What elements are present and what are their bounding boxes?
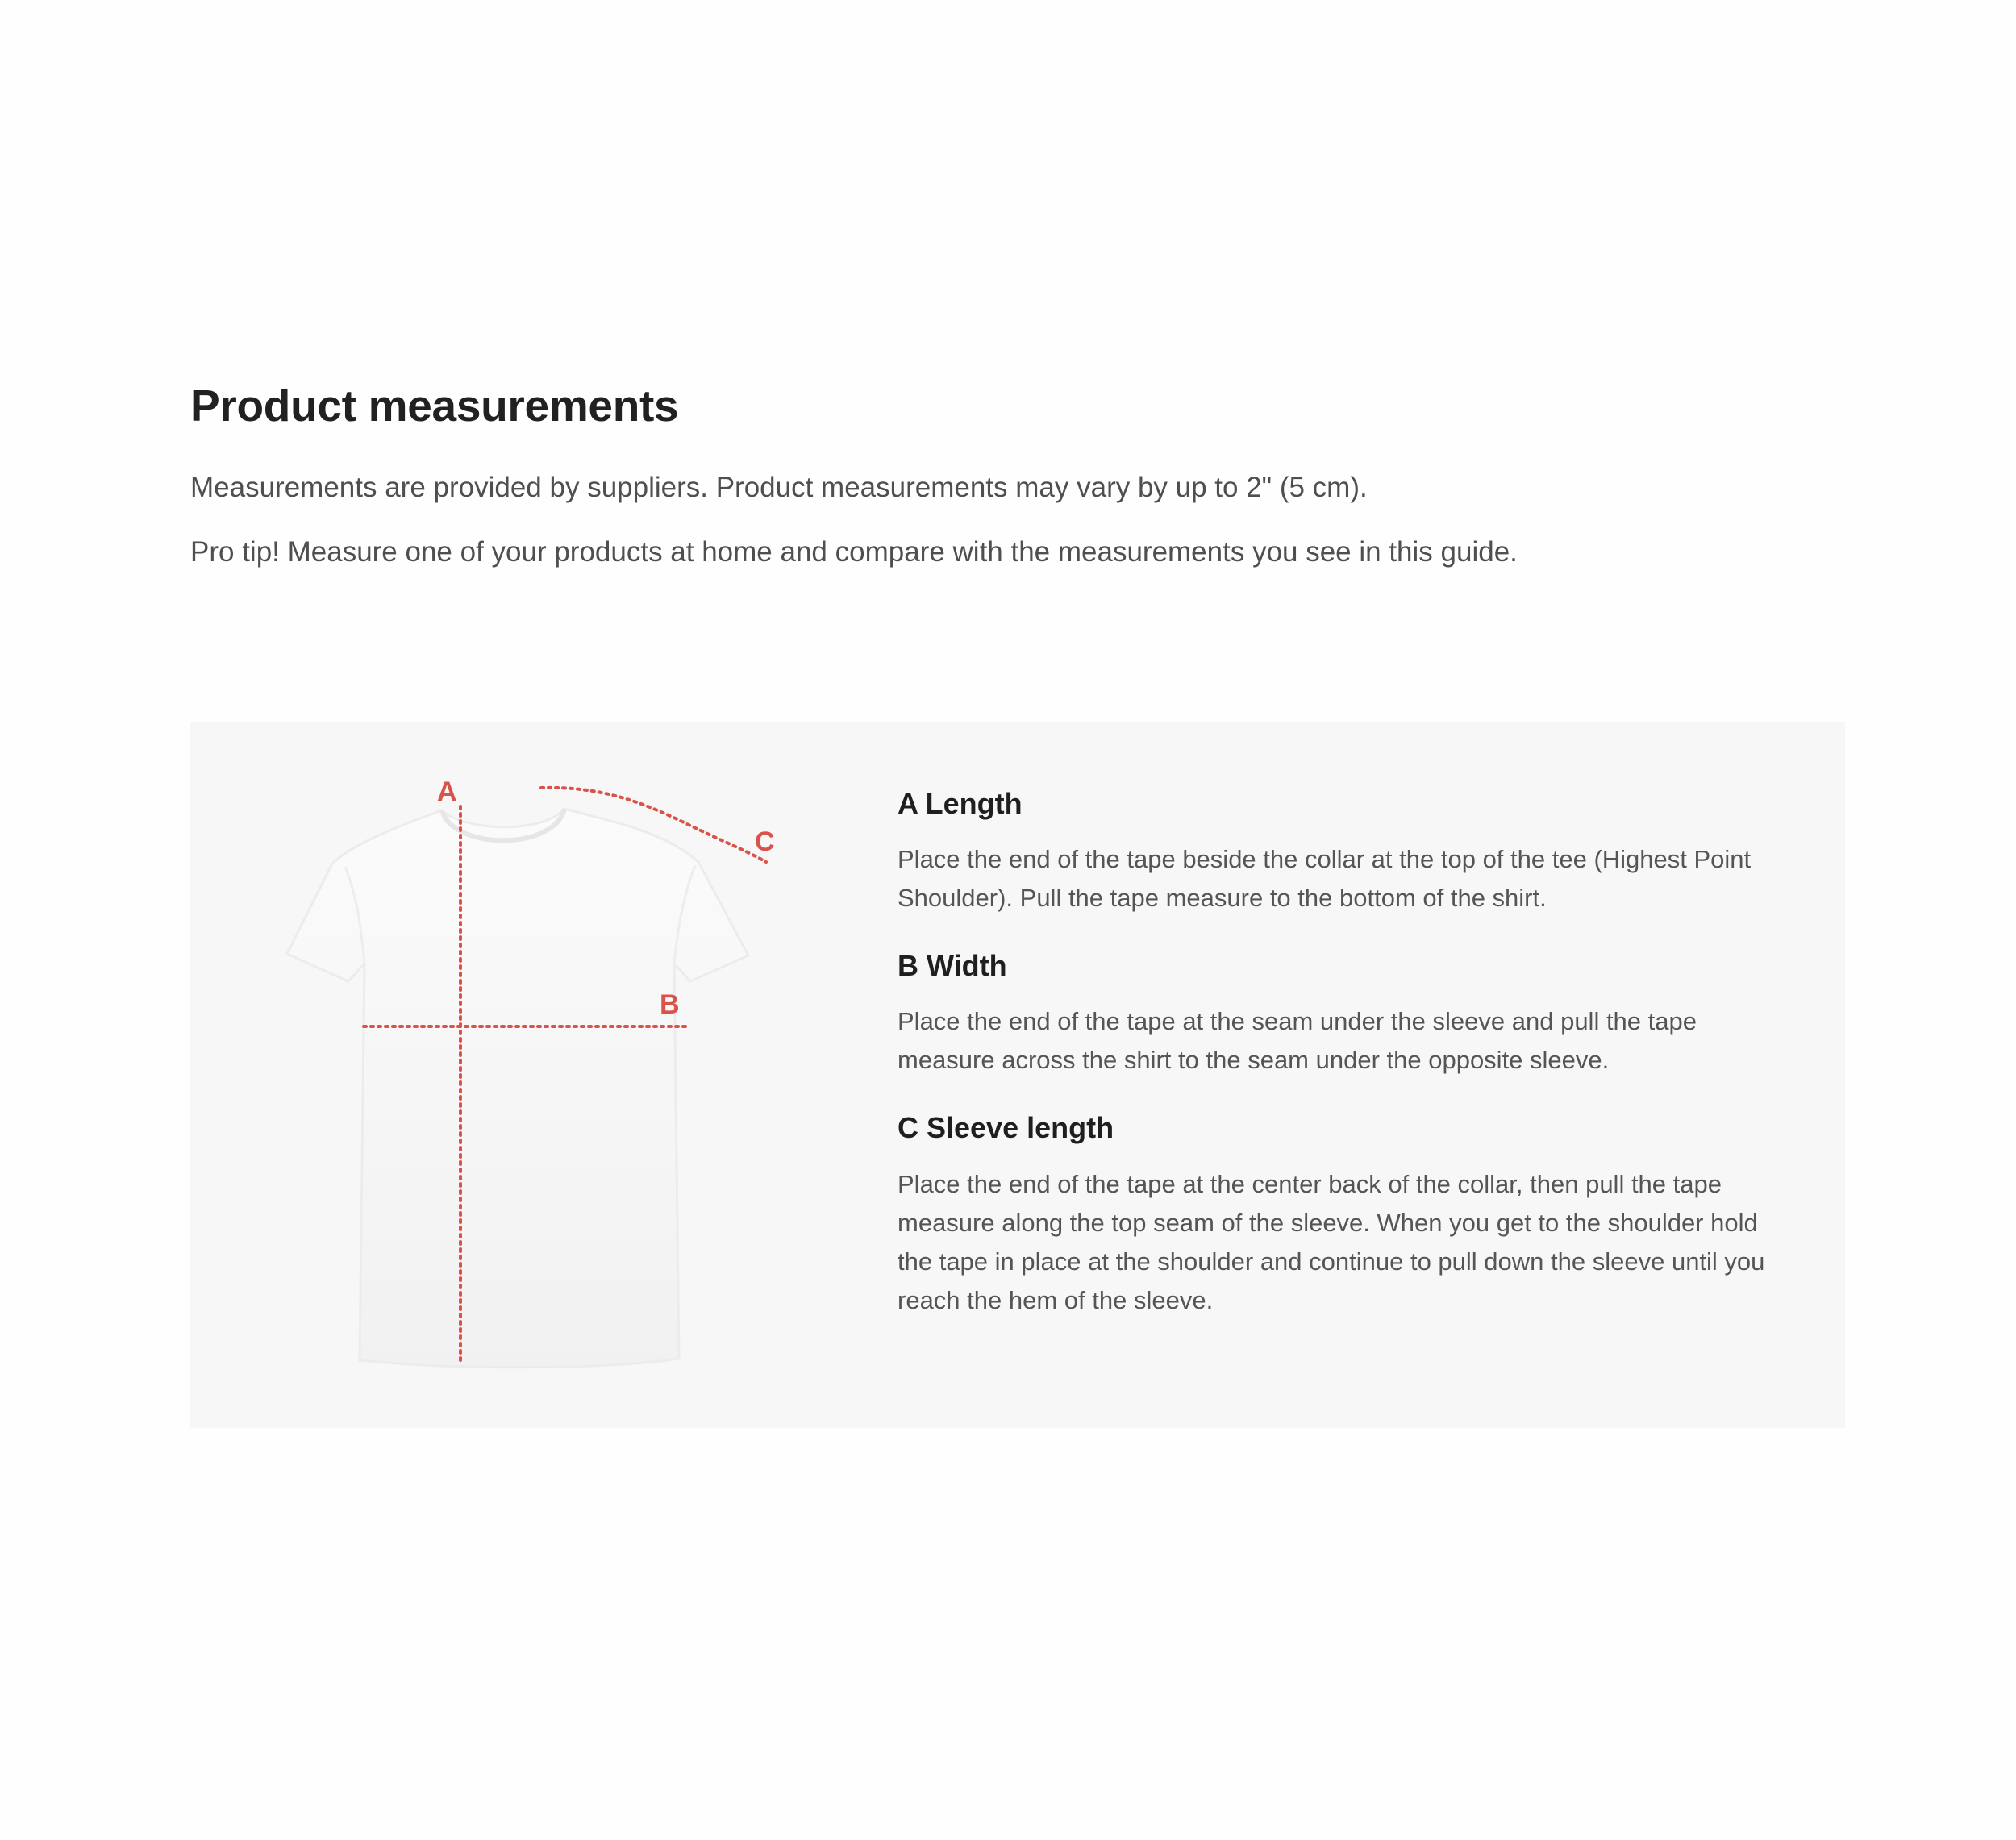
measurement-title: A Length (898, 787, 1023, 820)
measurement-guide-card (190, 722, 1845, 1428)
measurement-item-length (898, 786, 1793, 918)
label-c: C (755, 826, 775, 857)
intro-pro-tip: Pro tip! Measure one of your products at home and compare with the measurements you see in this guide. (190, 535, 1518, 568)
measurement-title: B Width (898, 949, 1007, 983)
intro-suppliers-note: Measurements are provided by suppliers. Product measurements may vary by up to 2" (5 cm). (190, 472, 1368, 503)
measurement-description: Place the end of the tape at the seam under the sleeve and pull the tape measure across the shirt to the seam under the opposite sleeve. (898, 1007, 1697, 1075)
tshirt-diagram-svg (255, 770, 835, 1383)
measurement-description: Place the end of the tape beside the collar at the top of the tee (Highest Point Shoulder). Pull the tape measure to the bottom of the shirt. (898, 845, 1752, 913)
tshirt-measurement-diagram (255, 770, 835, 1383)
label-a: A (437, 776, 457, 807)
tshirt-shape (287, 809, 748, 1368)
page-title: Product measurements (190, 381, 679, 431)
measurement-item-sleeve-length (898, 1110, 1793, 1319)
measurement-descriptions (898, 786, 1793, 1351)
product-measurements-section (190, 379, 1845, 1314)
measurement-item-width (898, 948, 1793, 1080)
measurement-title: C Sleeve length (898, 1111, 1114, 1145)
measurement-description: Place the end of the tape at the center back of the collar, then pull the tape measure along the top seam of the sleeve. When you get to the shoulder hold the tape in place at the shoulder and continue to pull down the sleeve until you reach the hem of the sleeve. (898, 1169, 1765, 1314)
label-b: B (660, 989, 680, 1020)
